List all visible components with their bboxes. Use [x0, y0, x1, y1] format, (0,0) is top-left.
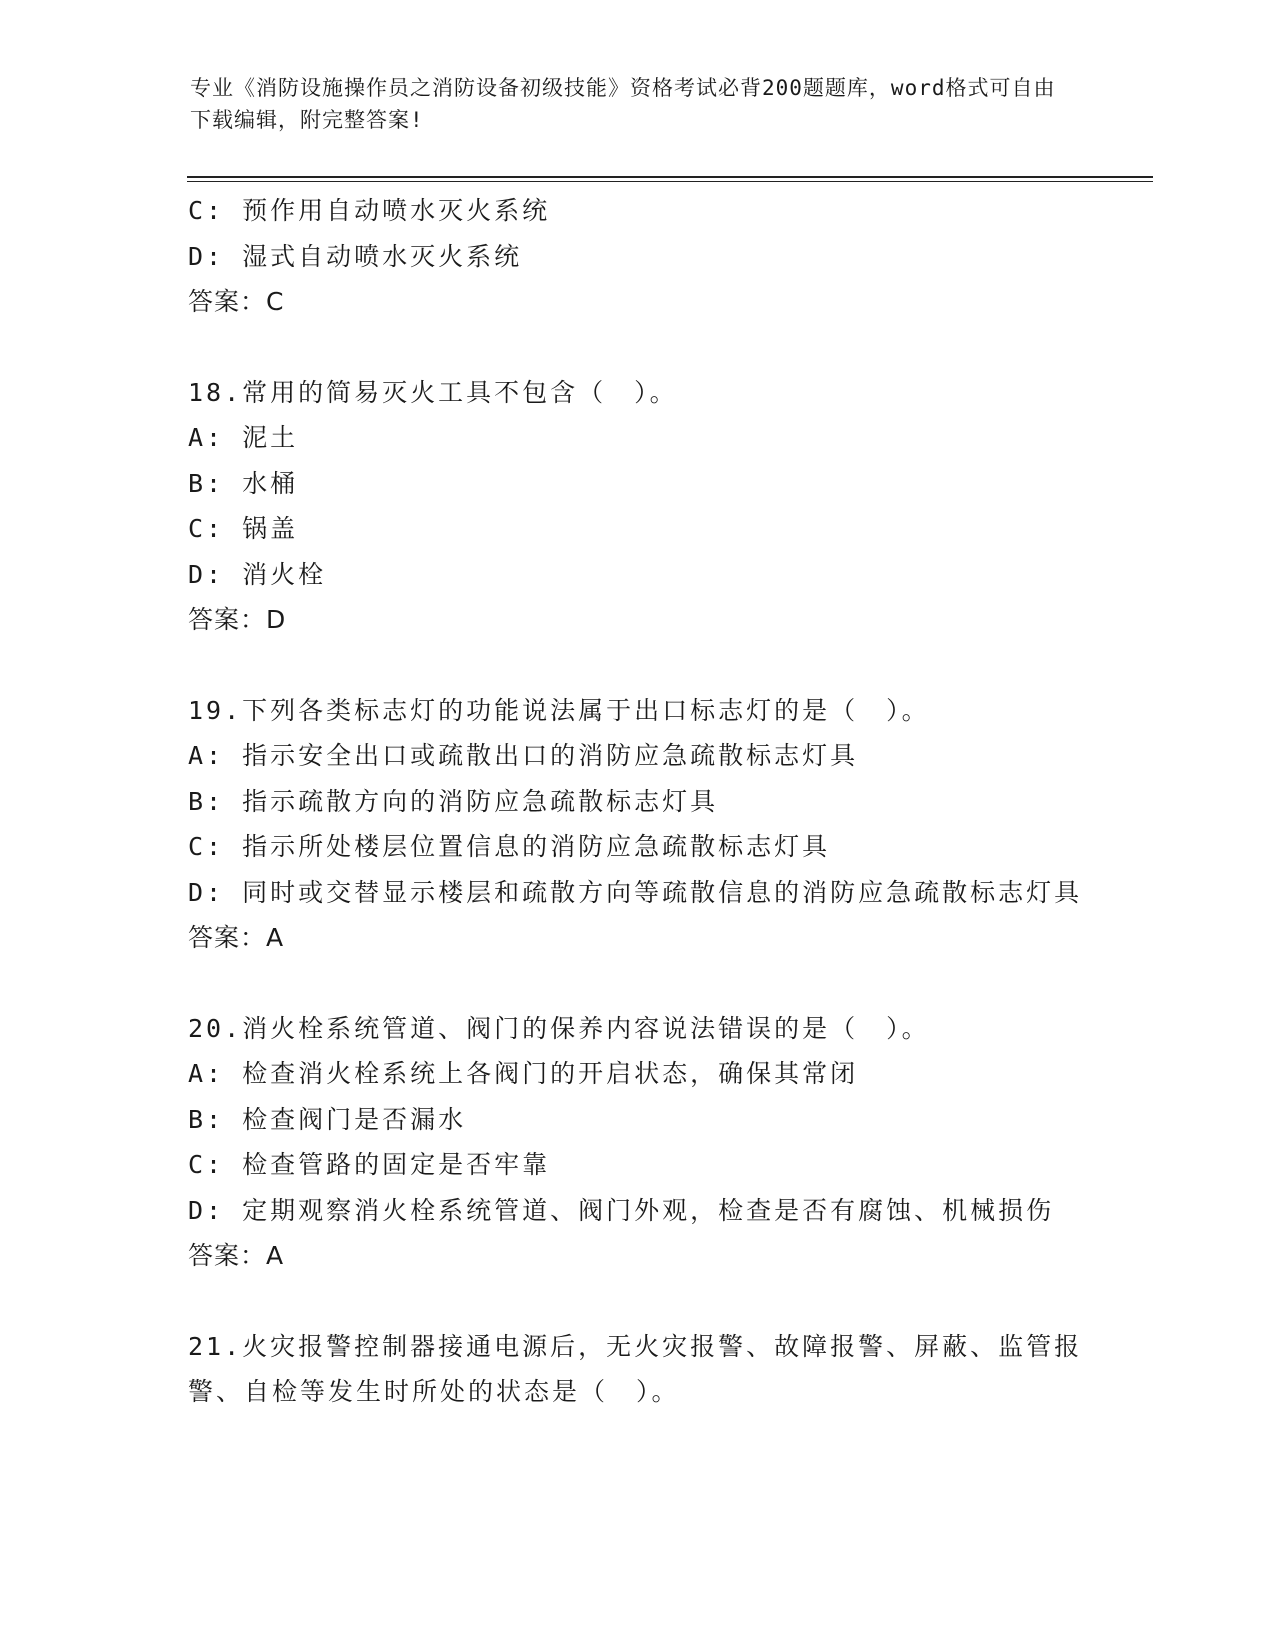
option-a: A: 指示安全出口或疏散出口的消防应急疏散标志灯具: [188, 741, 859, 770]
option-d: D: 同时或交替显示楼层和疏散方向等疏散信息的消防应急疏散标志灯具: [188, 877, 1083, 907]
answer-line: 答案：D: [188, 605, 287, 634]
option-d: D: 湿式自动喷水灭火系统: [188, 241, 523, 271]
option-d: D: 定期观察消火栓系统管道、阀门外观，检查是否有腐蚀、机械损伤: [188, 1195, 1055, 1225]
header-divider-thick: [187, 176, 1153, 178]
question-text: 21.火灾报警控制器接通电源后，无火灾报警、故障报警、屏蔽、监管报警、自检等发生时所处的状态是（ ）。: [188, 1331, 1083, 1406]
option-a: A: 检查消火栓系统上各阀门的开启状态，确保其常闭: [188, 1059, 859, 1088]
option-c: C: 指示所处楼层位置信息的消防应急疏散标志灯具: [188, 832, 831, 861]
document-body: [188, 188, 1088, 1415]
option-b: B: 指示疏散方向的消防应急疏散标志灯具: [188, 786, 719, 816]
header-divider-thin: [187, 181, 1153, 182]
question-text: 20.消火栓系统管道、阀门的保养内容说法错误的是（ ）。: [188, 1013, 930, 1043]
document-header: 专业《消防设施操作员之消防设备初级技能》资格考试必背200题题库，word格式可自由下载编辑，附完整答案!: [190, 76, 1056, 132]
answer-line: 答案：A: [188, 923, 285, 952]
option-d: D: 消火栓: [188, 559, 327, 589]
option-a: A: 泥土: [188, 423, 299, 452]
answer-line: 答案：A: [188, 1241, 285, 1270]
option-b: B: 水桶: [188, 468, 299, 498]
option-c: C: 预作用自动喷水灭火系统: [188, 196, 551, 225]
prev-question-continuation: [188, 188, 1088, 325]
question-19: [188, 688, 1088, 961]
option-b: B: 检查阀门是否漏水: [188, 1104, 467, 1134]
question-20: [188, 1006, 1088, 1279]
answer-line: 答案：C: [188, 287, 285, 316]
question-text: 18.常用的简易灭火工具不包含（ ）。: [188, 377, 678, 407]
question-21: [188, 1324, 1088, 1415]
option-c: C: 锅盖: [188, 514, 299, 543]
option-c: C: 检查管路的固定是否牢靠: [188, 1150, 551, 1179]
question-text: 19.下列各类标志灯的功能说法属于出口标志灯的是（ ）。: [188, 695, 930, 725]
question-18: [188, 370, 1088, 643]
